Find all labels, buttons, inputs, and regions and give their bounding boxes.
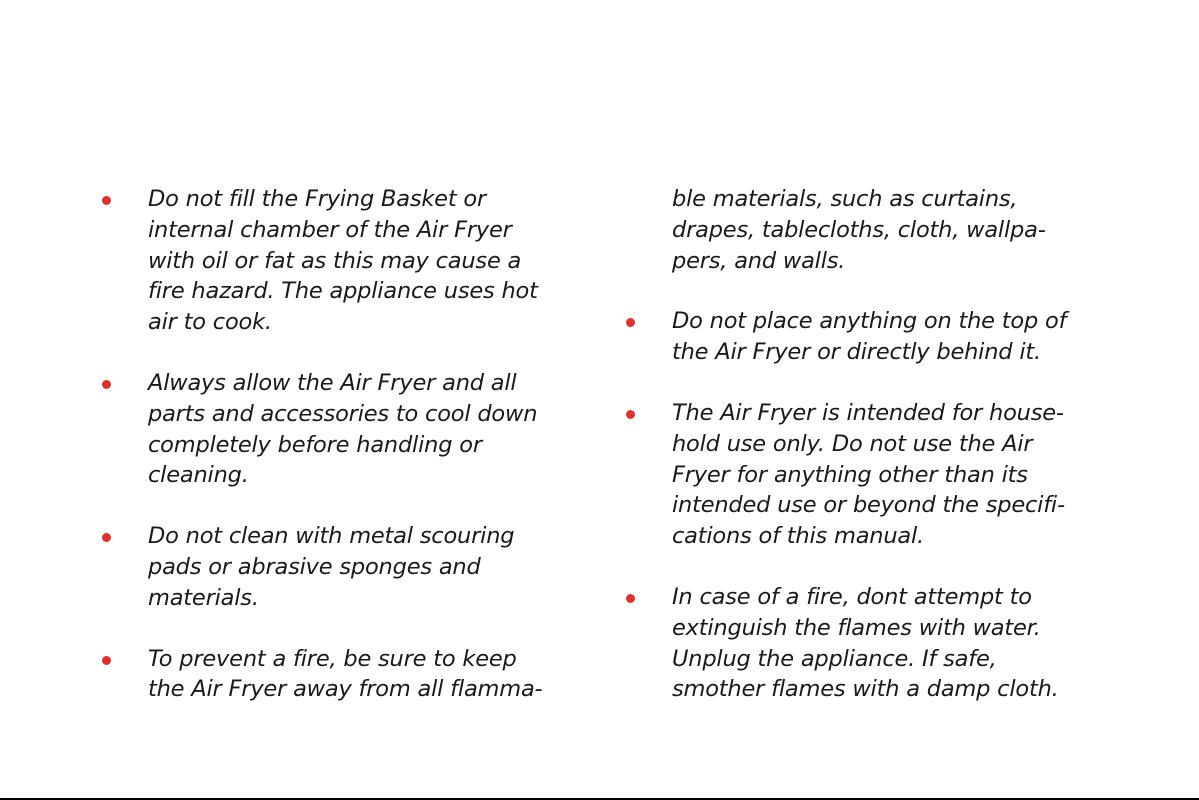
bullet-dot: [626, 410, 635, 419]
bullet-dot: [626, 594, 635, 603]
item-line: pers, and walls.: [672, 247, 846, 274]
safety-item-place-on-top: [622, 306, 1092, 368]
bullet-dot: [102, 656, 111, 665]
item-line: drapes, tablecloths, cloth, wallpa-: [672, 216, 1046, 243]
item-line: cations of this manual.: [672, 523, 924, 550]
right-column: [622, 184, 1092, 735]
item-line: Do not clean with metal scouring: [148, 523, 515, 550]
item-line: internal chamber of the Air Fryer: [148, 216, 512, 243]
item-line: parts and accessories to cool down: [148, 400, 538, 427]
bullet-dot: [102, 533, 111, 542]
bullet-dot: [626, 318, 635, 327]
item-line: Always allow the Air Fryer and all: [148, 369, 517, 396]
item-line: pads or abrasive sponges and: [148, 553, 481, 580]
bullet-dot: [102, 380, 111, 389]
safety-item-fill-basket: [98, 184, 568, 338]
item-line: cleaning.: [148, 462, 249, 489]
safety-item-scouring-pads: [98, 521, 568, 613]
safety-item-fire-case: [622, 582, 1092, 705]
safety-item-prevent-fire-continued: [622, 184, 1092, 276]
item-line: extinguish the flames with water.: [672, 614, 1041, 641]
item-line: Do not fill the Frying Basket or: [148, 186, 487, 212]
safety-item-cool-down: [98, 368, 568, 491]
item-line: the Air Fryer or directly behind it.: [672, 339, 1041, 366]
item-line: Fryer for anything other than its: [672, 461, 1028, 488]
item-line: To prevent a fire, be sure to keep: [148, 645, 517, 672]
left-column: [98, 184, 568, 735]
item-line: Unplug the appliance. If safe,: [672, 645, 997, 672]
safety-item-household-use: [622, 398, 1092, 552]
bullet-dot: [102, 196, 111, 205]
item-line: fire hazard. The appliance uses hot: [148, 278, 538, 305]
item-line: the Air Fryer away from all flamma-: [148, 676, 543, 703]
item-line: intended use or beyond the specifi-: [672, 492, 1065, 519]
item-line: smother flames with a damp cloth.: [672, 676, 1059, 703]
item-line: air to cook.: [148, 309, 272, 336]
item-line: materials.: [148, 584, 259, 611]
item-line: Do not place anything on the top of: [672, 308, 1067, 335]
item-line: hold use only. Do not use the Air: [672, 430, 1033, 457]
safety-item-prevent-fire: [98, 644, 568, 706]
item-line: In case of a fire, dont attempt to: [672, 583, 1032, 610]
item-line: ble materials, such as curtains,: [672, 186, 1018, 212]
item-line: The Air Fryer is intended for house-: [672, 399, 1064, 426]
item-line: completely before handling or: [148, 431, 482, 458]
item-line: with oil or fat as this may cause a: [148, 247, 522, 274]
